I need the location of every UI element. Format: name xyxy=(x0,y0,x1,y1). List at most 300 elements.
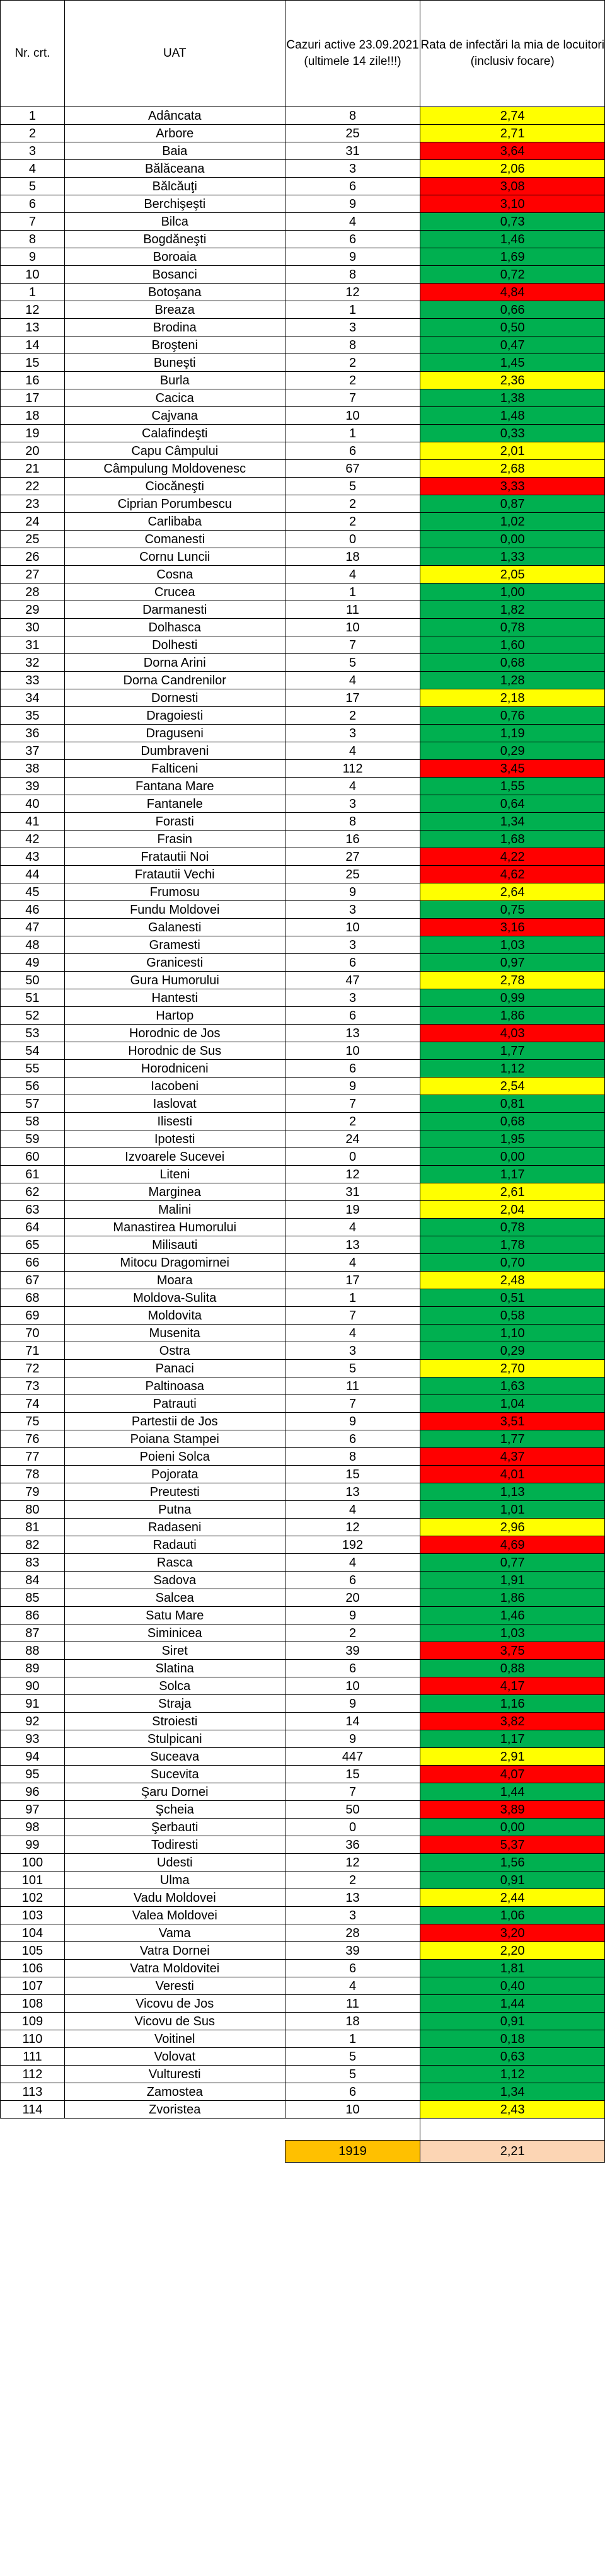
table-row xyxy=(1,1448,605,1466)
table-row xyxy=(1,1360,605,1377)
row-cases: 10 xyxy=(285,407,420,425)
row-cases: 19 xyxy=(285,1201,420,1219)
row-cases: 4 xyxy=(285,778,420,795)
row-rate: 0,97 xyxy=(420,954,605,972)
row-uat: Horodnic de Sus xyxy=(64,1042,285,1060)
table-row xyxy=(1,2013,605,2030)
row-rate: 1,34 xyxy=(420,813,605,831)
row-rate: 2,71 xyxy=(420,125,605,142)
row-nr: 18 xyxy=(1,407,65,425)
row-uat: Radauti xyxy=(64,1536,285,1554)
row-uat: Sadova xyxy=(64,1572,285,1589)
row-uat: Stroiesti xyxy=(64,1713,285,1730)
row-nr: 83 xyxy=(1,1554,65,1572)
row-nr: 20 xyxy=(1,442,65,460)
row-cases: 4 xyxy=(285,672,420,689)
row-uat: Granicesti xyxy=(64,954,285,972)
table-row xyxy=(1,1095,605,1113)
header-rate: Rata de infectări la mia de locuitori (inclusiv focare) xyxy=(420,1,605,107)
table-row xyxy=(1,831,605,848)
row-nr: 103 xyxy=(1,1907,65,1924)
row-uat: Capu Câmpului xyxy=(64,442,285,460)
row-cases: 17 xyxy=(285,1272,420,1289)
header-uat: UAT xyxy=(64,1,285,107)
row-uat: Milisauti xyxy=(64,1236,285,1254)
row-rate: 0,00 xyxy=(420,531,605,548)
row-nr: 23 xyxy=(1,495,65,513)
row-rate: 2,96 xyxy=(420,1519,605,1536)
row-cases: 15 xyxy=(285,1466,420,1483)
table-row xyxy=(1,213,605,231)
table-row xyxy=(1,919,605,936)
row-nr: 45 xyxy=(1,883,65,901)
row-cases: 0 xyxy=(285,531,420,548)
row-nr: 92 xyxy=(1,1713,65,1730)
row-uat: Paltinoasa xyxy=(64,1377,285,1395)
row-uat: Cajvana xyxy=(64,407,285,425)
table-row xyxy=(1,2101,605,2119)
row-uat: Draguseni xyxy=(64,725,285,742)
row-uat: Şerbauti xyxy=(64,1819,285,1836)
row-uat: Vatra Dornei xyxy=(64,1942,285,1960)
row-nr: 63 xyxy=(1,1201,65,1219)
row-cases: 3 xyxy=(285,1907,420,1924)
table-row xyxy=(1,372,605,389)
row-nr: 70 xyxy=(1,1325,65,1342)
row-nr: 82 xyxy=(1,1536,65,1554)
row-cases: 6 xyxy=(285,231,420,248)
row-rate: 1,00 xyxy=(420,584,605,601)
row-uat: Frasin xyxy=(64,831,285,848)
row-uat: Siret xyxy=(64,1642,285,1660)
row-rate: 1,86 xyxy=(420,1007,605,1025)
row-nr: 109 xyxy=(1,2013,65,2030)
row-rate: 1,19 xyxy=(420,725,605,742)
row-nr: 57 xyxy=(1,1095,65,1113)
table-row xyxy=(1,1166,605,1183)
row-cases: 12 xyxy=(285,1519,420,1536)
row-uat: Breaza xyxy=(64,301,285,319)
row-rate: 3,75 xyxy=(420,1642,605,1660)
row-uat: Manastirea Humorului xyxy=(64,1219,285,1236)
row-rate: 0,18 xyxy=(420,2030,605,2048)
row-nr: 96 xyxy=(1,1783,65,1801)
row-rate: 1,03 xyxy=(420,1624,605,1642)
row-nr: 59 xyxy=(1,1130,65,1148)
row-rate: 2,06 xyxy=(420,160,605,178)
row-rate: 1,56 xyxy=(420,1854,605,1872)
row-cases: 2 xyxy=(285,495,420,513)
table-row xyxy=(1,1395,605,1413)
row-cases: 5 xyxy=(285,1360,420,1377)
row-nr: 65 xyxy=(1,1236,65,1254)
row-nr: 56 xyxy=(1,1078,65,1095)
row-rate: 2,20 xyxy=(420,1942,605,1960)
row-rate: 0,40 xyxy=(420,1977,605,1995)
table-row xyxy=(1,1536,605,1554)
row-cases: 7 xyxy=(285,389,420,407)
row-uat: Mitocu Dragomirnei xyxy=(64,1254,285,1272)
row-rate: 0,64 xyxy=(420,795,605,813)
row-uat: Fundu Moldovei xyxy=(64,901,285,919)
row-uat: Câmpulung Moldovenesc xyxy=(64,460,285,478)
table-row xyxy=(1,195,605,213)
row-rate: 1,28 xyxy=(420,672,605,689)
row-uat: Moara xyxy=(64,1272,285,1289)
row-nr: 15 xyxy=(1,354,65,372)
row-nr: 102 xyxy=(1,1889,65,1907)
row-uat: Galanesti xyxy=(64,919,285,936)
table-row xyxy=(1,389,605,407)
row-cases: 20 xyxy=(285,1589,420,1607)
row-rate: 3,82 xyxy=(420,1713,605,1730)
row-rate: 1,78 xyxy=(420,1236,605,1254)
row-nr: 31 xyxy=(1,636,65,654)
row-cases: 9 xyxy=(285,248,420,266)
row-cases: 7 xyxy=(285,1307,420,1325)
row-nr: 110 xyxy=(1,2030,65,2048)
row-uat: Şcheia xyxy=(64,1801,285,1819)
row-rate: 2,68 xyxy=(420,460,605,478)
row-rate: 2,54 xyxy=(420,1078,605,1095)
row-cases: 6 xyxy=(285,954,420,972)
row-rate: 1,44 xyxy=(420,1995,605,2013)
row-cases: 9 xyxy=(285,195,420,213)
row-cases: 9 xyxy=(285,883,420,901)
row-rate: 1,45 xyxy=(420,354,605,372)
row-nr: 43 xyxy=(1,848,65,866)
row-nr: 91 xyxy=(1,1695,65,1713)
row-cases: 28 xyxy=(285,1924,420,1942)
table-row xyxy=(1,1695,605,1713)
row-uat: Radaseni xyxy=(64,1519,285,1536)
row-cases: 0 xyxy=(285,1148,420,1166)
row-rate: 1,13 xyxy=(420,1483,605,1501)
table-row xyxy=(1,1183,605,1201)
row-uat: Dumbraveni xyxy=(64,742,285,760)
row-uat: Horodniceni xyxy=(64,1060,285,1078)
table-row xyxy=(1,1836,605,1854)
row-rate: 1,16 xyxy=(420,1695,605,1713)
row-nr: 71 xyxy=(1,1342,65,1360)
table-row xyxy=(1,1060,605,1078)
row-rate: 4,37 xyxy=(420,1448,605,1466)
row-rate: 1,44 xyxy=(420,1783,605,1801)
row-cases: 5 xyxy=(285,478,420,495)
row-uat: Cornu Luncii xyxy=(64,548,285,566)
row-uat: Bălăceana xyxy=(64,160,285,178)
row-rate: 1,55 xyxy=(420,778,605,795)
row-nr: 80 xyxy=(1,1501,65,1519)
table-row xyxy=(1,107,605,125)
row-nr: 37 xyxy=(1,742,65,760)
row-uat: Brodina xyxy=(64,319,285,336)
row-cases: 2 xyxy=(285,513,420,531)
row-cases: 18 xyxy=(285,548,420,566)
table-row xyxy=(1,1924,605,1942)
row-cases: 3 xyxy=(285,1342,420,1360)
row-cases: 4 xyxy=(285,1254,420,1272)
table-row xyxy=(1,813,605,831)
row-nr: 32 xyxy=(1,654,65,672)
row-nr: 44 xyxy=(1,866,65,883)
row-nr: 52 xyxy=(1,1007,65,1025)
row-rate: 0,66 xyxy=(420,301,605,319)
row-rate: 3,64 xyxy=(420,142,605,160)
row-rate: 0,58 xyxy=(420,1307,605,1325)
table-row xyxy=(1,1589,605,1607)
row-cases: 13 xyxy=(285,1889,420,1907)
row-rate: 4,01 xyxy=(420,1466,605,1483)
row-uat: Zvoristea xyxy=(64,2101,285,2119)
row-rate: 4,17 xyxy=(420,1677,605,1695)
row-rate: 1,46 xyxy=(420,231,605,248)
row-cases: 12 xyxy=(285,1854,420,1872)
row-nr: 93 xyxy=(1,1730,65,1748)
row-uat: Vama xyxy=(64,1924,285,1942)
row-uat: Darmanesti xyxy=(64,601,285,619)
row-cases: 3 xyxy=(285,795,420,813)
table-row xyxy=(1,1960,605,1977)
row-nr: 74 xyxy=(1,1395,65,1413)
row-nr: 25 xyxy=(1,531,65,548)
row-cases: 11 xyxy=(285,601,420,619)
row-cases: 12 xyxy=(285,284,420,301)
table-row xyxy=(1,1677,605,1695)
row-uat: Cosna xyxy=(64,566,285,584)
row-cases: 6 xyxy=(285,2083,420,2101)
row-cases: 4 xyxy=(285,1501,420,1519)
row-nr: 113 xyxy=(1,2083,65,2101)
row-uat: Veresti xyxy=(64,1977,285,1995)
row-uat: Broşteni xyxy=(64,336,285,354)
row-uat: Ciprian Porumbescu xyxy=(64,495,285,513)
table-row xyxy=(1,1501,605,1519)
table-row xyxy=(1,1977,605,1995)
row-cases: 3 xyxy=(285,936,420,954)
row-cases: 27 xyxy=(285,848,420,866)
row-rate: 2,61 xyxy=(420,1183,605,1201)
table-row xyxy=(1,1607,605,1624)
row-cases: 9 xyxy=(285,1607,420,1624)
row-cases: 15 xyxy=(285,1766,420,1783)
row-nr: 87 xyxy=(1,1624,65,1642)
table-row xyxy=(1,1642,605,1660)
row-cases: 11 xyxy=(285,1995,420,2013)
row-uat: Adâncata xyxy=(64,107,285,125)
row-cases: 10 xyxy=(285,1042,420,1060)
row-nr: 77 xyxy=(1,1448,65,1466)
table-row xyxy=(1,1942,605,1960)
row-rate: 0,00 xyxy=(420,1819,605,1836)
table-row xyxy=(1,142,605,160)
totals-blank xyxy=(64,2141,285,2163)
row-rate: 2,78 xyxy=(420,972,605,989)
row-cases: 7 xyxy=(285,1095,420,1113)
table-row xyxy=(1,848,605,866)
row-nr: 26 xyxy=(1,548,65,566)
row-nr: 99 xyxy=(1,1836,65,1854)
row-nr: 53 xyxy=(1,1025,65,1042)
row-cases: 3 xyxy=(285,725,420,742)
row-uat: Stulpicani xyxy=(64,1730,285,1748)
row-uat: Marginea xyxy=(64,1183,285,1201)
table-row xyxy=(1,1430,605,1448)
row-cases: 3 xyxy=(285,319,420,336)
row-rate: 1,17 xyxy=(420,1166,605,1183)
table-row xyxy=(1,1413,605,1430)
row-rate: 0,68 xyxy=(420,654,605,672)
row-cases: 7 xyxy=(285,1395,420,1413)
row-uat: Crucea xyxy=(64,584,285,601)
row-cases: 2 xyxy=(285,707,420,725)
row-rate: 0,29 xyxy=(420,742,605,760)
row-uat: Dorna Arini xyxy=(64,654,285,672)
row-nr: 95 xyxy=(1,1766,65,1783)
row-uat: Bilca xyxy=(64,213,285,231)
table-row xyxy=(1,531,605,548)
row-rate: 0,63 xyxy=(420,2048,605,2066)
totals-blank xyxy=(1,2141,65,2163)
row-uat: Forasti xyxy=(64,813,285,831)
table-row xyxy=(1,495,605,513)
table-row xyxy=(1,566,605,584)
row-nr: 48 xyxy=(1,936,65,954)
row-cases: 2 xyxy=(285,354,420,372)
row-nr: 85 xyxy=(1,1589,65,1607)
row-cases: 10 xyxy=(285,619,420,636)
row-nr: 78 xyxy=(1,1466,65,1483)
table-row xyxy=(1,883,605,901)
row-nr: 30 xyxy=(1,619,65,636)
row-nr: 12 xyxy=(1,301,65,319)
row-uat: Bogdăneşti xyxy=(64,231,285,248)
table-row xyxy=(1,1289,605,1307)
table-row xyxy=(1,1748,605,1766)
row-rate: 0,81 xyxy=(420,1095,605,1113)
row-uat: Slatina xyxy=(64,1660,285,1677)
table-row xyxy=(1,1801,605,1819)
table-row xyxy=(1,478,605,495)
row-rate: 3,20 xyxy=(420,1924,605,1942)
table-row xyxy=(1,619,605,636)
row-rate: 2,18 xyxy=(420,689,605,707)
row-nr: 86 xyxy=(1,1607,65,1624)
row-uat: Musenita xyxy=(64,1325,285,1342)
row-cases: 47 xyxy=(285,972,420,989)
row-cases: 6 xyxy=(285,178,420,195)
row-nr: 98 xyxy=(1,1819,65,1836)
table-row xyxy=(1,1113,605,1130)
row-nr: 55 xyxy=(1,1060,65,1078)
row-cases: 4 xyxy=(285,1325,420,1342)
row-uat: Carlibaba xyxy=(64,513,285,531)
row-rate: 1,38 xyxy=(420,389,605,407)
row-rate: 1,63 xyxy=(420,1377,605,1395)
row-nr: 101 xyxy=(1,1872,65,1889)
row-cases: 10 xyxy=(285,919,420,936)
table-row xyxy=(1,636,605,654)
row-nr: 97 xyxy=(1,1801,65,1819)
row-nr: 60 xyxy=(1,1148,65,1166)
row-uat: Iacobeni xyxy=(64,1078,285,1095)
table-row xyxy=(1,460,605,478)
row-uat: Rasca xyxy=(64,1554,285,1572)
row-rate: 2,36 xyxy=(420,372,605,389)
row-cases: 2 xyxy=(285,1872,420,1889)
row-uat: Berchişeşti xyxy=(64,195,285,213)
row-uat: Fantanele xyxy=(64,795,285,813)
row-cases: 16 xyxy=(285,831,420,848)
row-nr: 10 xyxy=(1,266,65,284)
table-row xyxy=(1,1201,605,1219)
spacer-row xyxy=(1,2119,605,2141)
row-rate: 4,62 xyxy=(420,866,605,883)
row-cases: 18 xyxy=(285,2013,420,2030)
row-uat: Baia xyxy=(64,142,285,160)
spacer-cell xyxy=(285,2119,420,2141)
row-uat: Vicovu de Sus xyxy=(64,2013,285,2030)
row-rate: 0,00 xyxy=(420,1148,605,1166)
row-uat: Ciocăneşti xyxy=(64,478,285,495)
row-rate: 0,99 xyxy=(420,989,605,1007)
table-row xyxy=(1,1554,605,1572)
row-rate: 3,16 xyxy=(420,919,605,936)
row-cases: 447 xyxy=(285,1748,420,1766)
row-cases: 31 xyxy=(285,142,420,160)
row-cases: 9 xyxy=(285,1730,420,1748)
row-rate: 2,44 xyxy=(420,1889,605,1907)
row-cases: 5 xyxy=(285,654,420,672)
table-row xyxy=(1,513,605,531)
row-uat: Moldovita xyxy=(64,1307,285,1325)
table-row xyxy=(1,1660,605,1677)
row-uat: Botoşana xyxy=(64,284,285,301)
row-nr: 24 xyxy=(1,513,65,531)
table-row xyxy=(1,954,605,972)
table-row xyxy=(1,689,605,707)
row-nr: 100 xyxy=(1,1854,65,1872)
row-uat: Ilisesti xyxy=(64,1113,285,1130)
row-cases: 1 xyxy=(285,425,420,442)
total-rate: 2,21 xyxy=(420,2141,605,2163)
row-rate: 2,04 xyxy=(420,1201,605,1219)
row-nr: 36 xyxy=(1,725,65,742)
row-rate: 1,12 xyxy=(420,1060,605,1078)
row-nr: 2 xyxy=(1,125,65,142)
row-cases: 17 xyxy=(285,689,420,707)
row-nr: 5 xyxy=(1,178,65,195)
row-nr: 9 xyxy=(1,248,65,266)
row-cases: 6 xyxy=(285,1572,420,1589)
row-cases: 25 xyxy=(285,866,420,883)
row-nr: 3 xyxy=(1,142,65,160)
row-rate: 1,81 xyxy=(420,1960,605,1977)
row-cases: 9 xyxy=(285,1078,420,1095)
row-rate: 1,33 xyxy=(420,548,605,566)
row-nr: 76 xyxy=(1,1430,65,1448)
row-rate: 3,45 xyxy=(420,760,605,778)
row-rate: 5,37 xyxy=(420,1836,605,1854)
table-row xyxy=(1,2066,605,2083)
row-nr: 51 xyxy=(1,989,65,1007)
table-row xyxy=(1,1342,605,1360)
row-cases: 14 xyxy=(285,1713,420,1730)
row-uat: Gramesti xyxy=(64,936,285,954)
row-rate: 4,22 xyxy=(420,848,605,866)
table-row xyxy=(1,1783,605,1801)
row-uat: Bosanci xyxy=(64,266,285,284)
